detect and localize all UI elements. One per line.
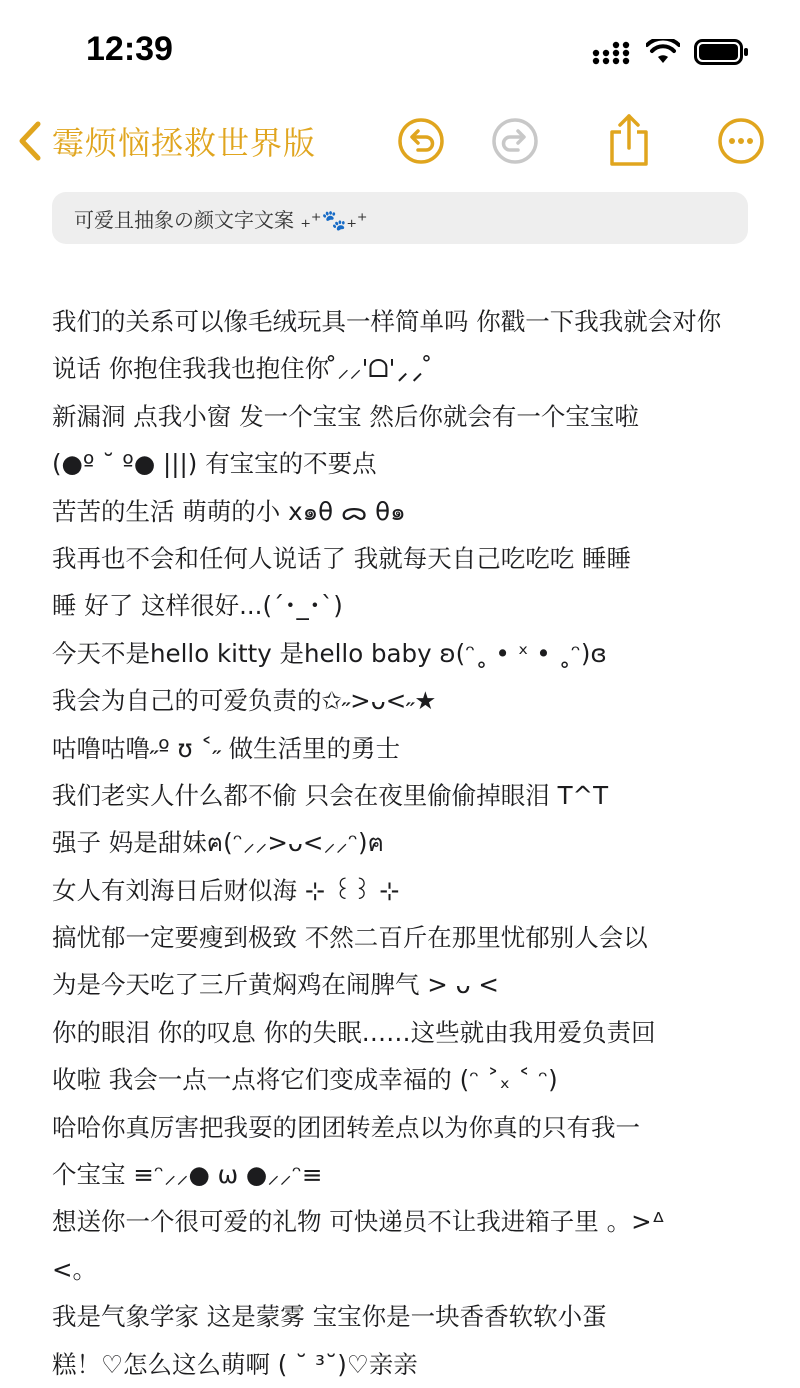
note-line: 说话 你抱住我我也抱住你 ̊⸝⸝'ᗝ'⸝⸝ ̊ <box>52 354 433 384</box>
note-body[interactable] <box>52 298 752 1388</box>
note-line: 你的眼泪 你的叹息 你的失眠……这些就由我用爱负责回 <box>52 1017 656 1047</box>
tag-pill[interactable] <box>52 192 748 244</box>
wifi-icon <box>646 39 680 65</box>
note-line: 女人有刘海日后财似海 ⊹ ꒰꒱ ⊹ <box>52 875 400 905</box>
note-line: 咕噜咕噜˶º ʊ ˂˶ 做生活里的勇士 <box>52 733 401 763</box>
more-button[interactable] <box>716 116 766 166</box>
note-line: 收啦 我会一点一点将它们变成幸福的 (ᵔ ˃ₓ ˂ ᵔ) <box>52 1065 558 1095</box>
redo-icon <box>490 116 540 166</box>
status-bar <box>0 0 800 100</box>
note-line: 强子 妈是甜妹ฅ(ᵔ⸝⸝>ᴗ<⸝⸝ᵔ)ฅ <box>52 828 384 858</box>
note-line: 想送你一个很可爱的礼物 可快递员不让我进箱子里 。>ᐞ <box>52 1207 665 1237</box>
more-icon <box>716 116 766 166</box>
note-line: 为是今天吃了三斤黄焖鸡在闹脾气 > ᴗ < <box>52 970 499 1000</box>
note-line: <。 <box>52 1254 98 1284</box>
status-icons <box>592 38 750 66</box>
note-line: 糕！♡怎么这么萌啊 ( ˘ ³˘)♡亲亲 <box>52 1349 418 1379</box>
note-line: 新漏洞 点我小窗 发一个宝宝 然后你就会有一个宝宝啦 <box>52 401 639 431</box>
back-label: 霉烦恼拯救世界版 <box>52 124 317 162</box>
note-line: (●º ˘ º● |||) 有宝宝的不要点 <box>52 449 377 479</box>
undo-button[interactable] <box>396 116 446 166</box>
share-button[interactable] <box>604 112 654 162</box>
note-line: 睡 好了 这样很好...(´･_･`) <box>52 591 343 621</box>
cellular-signal-icon <box>592 39 632 65</box>
note-line: 苦苦的生活 萌萌的小 x๑θ ᯅ θ๑ <box>52 496 406 526</box>
note-line: 我再也不会和任何人说话了 我就每天自己吃吃吃 睡睡 <box>52 543 632 573</box>
back-button[interactable] <box>14 116 316 166</box>
share-icon <box>604 112 654 168</box>
battery-icon <box>694 38 750 66</box>
note-line: 个宝宝 ≡ᵔ⸝⸝● ω ●⸝⸝ᵔ≡ <box>52 1160 323 1190</box>
undo-icon <box>396 116 446 166</box>
tag-text: 可爱且抽象の颜文字文案 ₊⁺🐾₊⁺ <box>74 208 368 232</box>
navigation-bar <box>0 110 800 174</box>
note-line: 我们的关系可以像毛绒玩具一样简单吗 你戳一下我我就会对你 <box>52 307 722 336</box>
note-line: 哈哈你真厉害把我耍的团团转差点以为你真的只有我一 <box>52 1112 640 1142</box>
chevron-left-icon <box>14 116 46 166</box>
note-line: 搞忧郁一定要瘦到极致 不然二百斤在那里忧郁别人会以 <box>52 923 648 953</box>
status-time: 12:39 <box>86 30 173 68</box>
note-line: 我们老实人什么都不偷 只会在夜里偷偷掉眼泪 T^T <box>52 780 609 810</box>
note-line: 我会为自己的可爱负责的✩˶>ᴗ<˶★ <box>52 686 437 716</box>
redo-button[interactable] <box>490 116 540 166</box>
note-line: 今天不是hello kitty 是hello baby ʚ(ᵔ˳ • ˣ • ˳ᵔ)ɞ <box>52 638 607 668</box>
note-line: 我是气象学家 这是蒙雾 宝宝你是一块香香软软小蛋 <box>52 1302 607 1332</box>
